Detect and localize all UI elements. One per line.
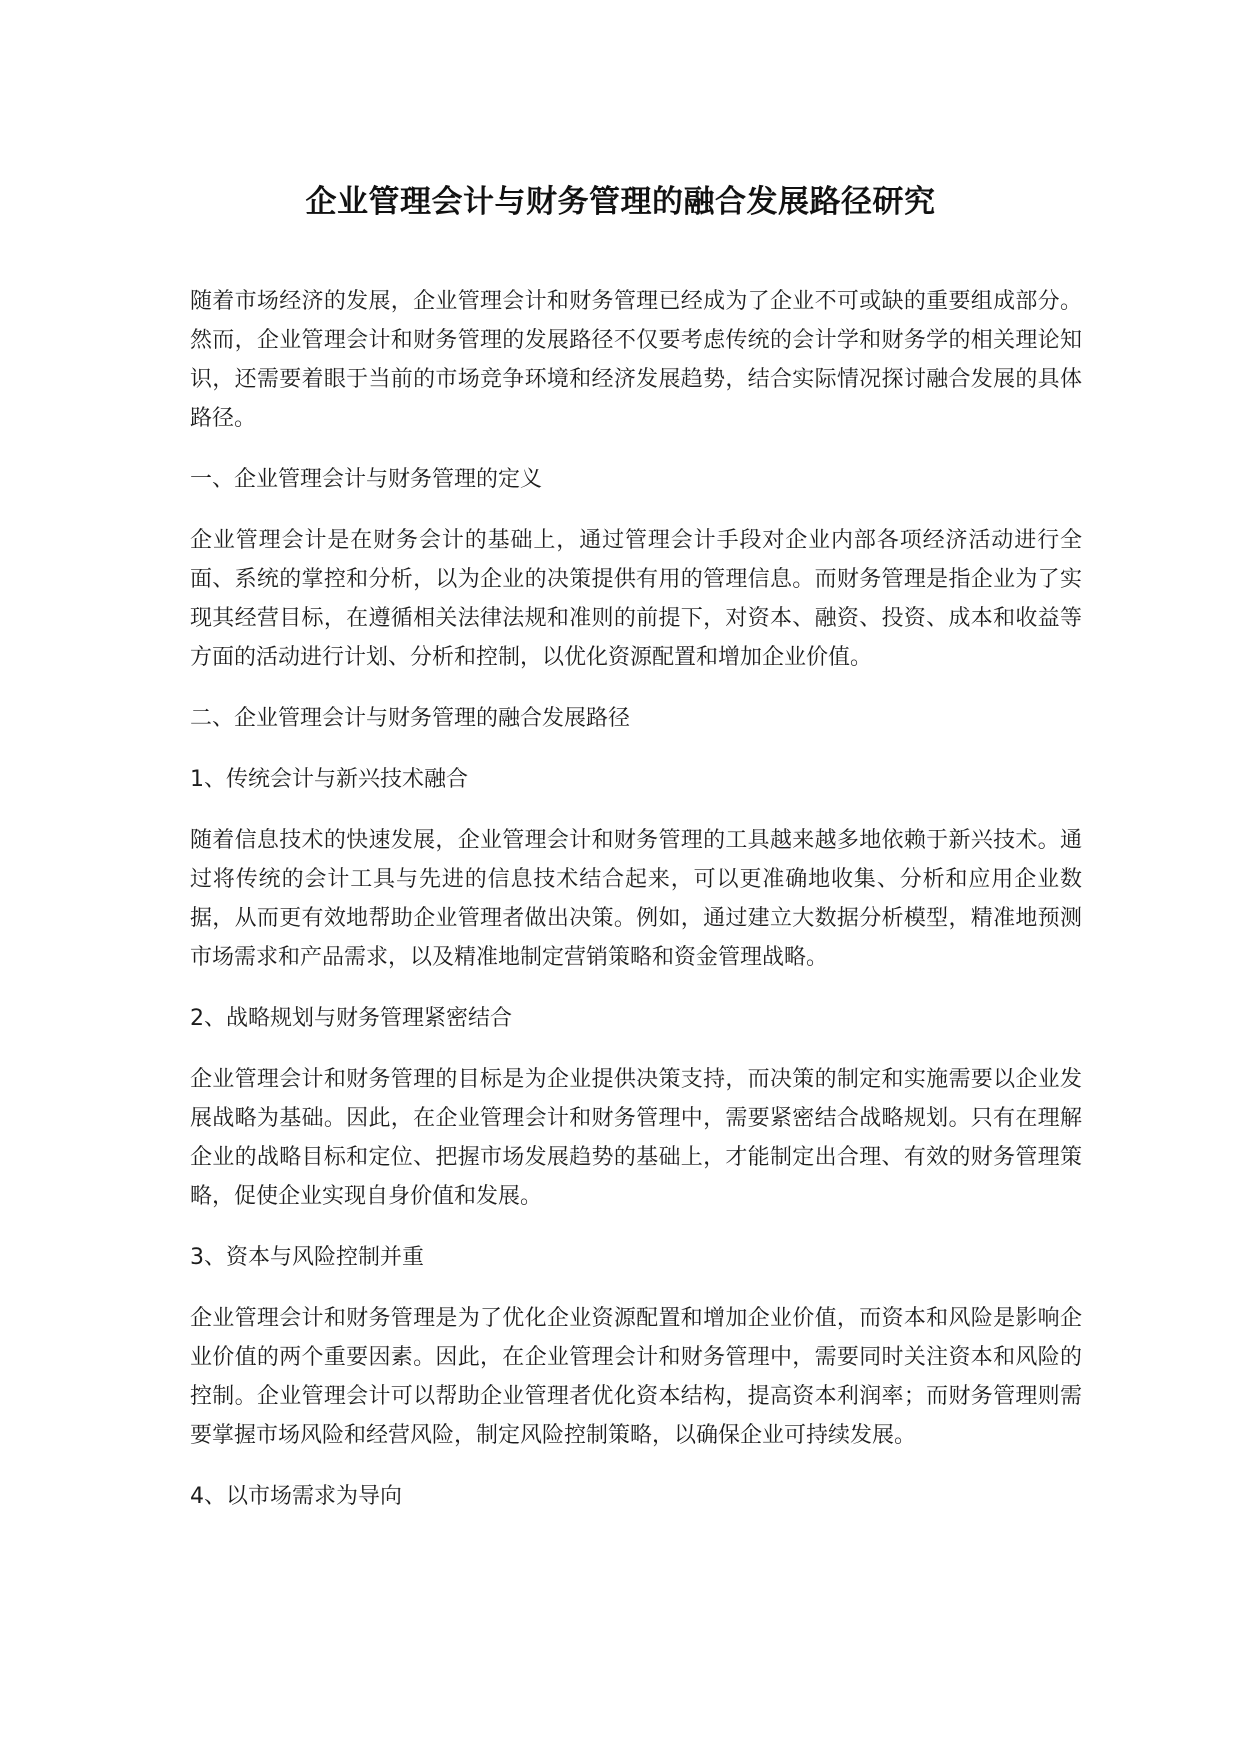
subsection-heading-3: 3、资本与风险控制并重 xyxy=(190,1245,424,1270)
section-heading-definition: 一、企业管理会计与财务管理的定义 xyxy=(190,467,543,492)
document-title: 企业管理会计与财务管理的融合发展路径研究 xyxy=(305,184,936,220)
intro-paragraph: 随着市场经济的发展，企业管理会计和财务管理已经成为了企业不可或缺的重要组成部分。然而，企业管理会计和财务管理的发展路径不仅要考虑传统的会计学和财务学的相关理论知识，还需要着眼于当前的市场竞争环境和经济发展趋势，结合实际情况探讨融合发展的具体路径。 xyxy=(190,289,1082,431)
subsection-1-paragraph: 随着信息技术的快速发展，企业管理会计和财务管理的工具越来越多地依赖于新兴技术。通过将传统的会计工具与先进的信息技术结合起来，可以更准确地收集、分析和应用企业数据，从而更有效地帮助企业管理者做出决策。例如，通过建立大数据分析模型，精准地预测市场需求和产品需求，以及精准地制定营销策略和资金管理战略。 xyxy=(190,828,1082,970)
subsection-heading-4: 4、以市场需求为导向 xyxy=(190,1484,402,1509)
section-heading-integration-path: 二、企业管理会计与财务管理的融合发展路径 xyxy=(190,706,631,731)
subsection-2-paragraph: 企业管理会计和财务管理的目标是为企业提供决策支持，而决策的制定和实施需要以企业发展战略为基础。因此，在企业管理会计和财务管理中，需要紧密结合战略规划。只有在理解企业的战略目标和定位、把握市场发展趋势的基础上，才能制定出合理、有效的财务管理策略，促使企业实现自身价值和发展。 xyxy=(190,1067,1082,1209)
subsection-heading-1: 1、传统会计与新兴技术融合 xyxy=(190,767,468,792)
subsection-3-paragraph: 企业管理会计和财务管理是为了优化企业资源配置和增加企业价值，而资本和风险是影响企业价值的两个重要因素。因此，在企业管理会计和财务管理中，需要同时关注资本和风险的控制。企业管理会计可以帮助企业管理者优化资本结构，提高资本利润率；而财务管理则需要掌握市场风险和经营风险，制定风险控制策略，以确保企业可持续发展。 xyxy=(190,1306,1082,1448)
definition-paragraph: 企业管理会计是在财务会计的基础上，通过管理会计手段对企业内部各项经济活动进行全面、系统的掌控和分析，以为企业的决策提供有用的管理信息。而财务管理是指企业为了实现其经营目标，在遵循相关法律法规和准则的前提下，对资本、融资、投资、成本和收益等方面的活动进行计划、分析和控制，以优化资源配置和增加企业价值。 xyxy=(190,528,1082,670)
subsection-heading-2: 2、战略规划与财务管理紧密结合 xyxy=(190,1006,512,1031)
document-body xyxy=(190,282,1082,1538)
